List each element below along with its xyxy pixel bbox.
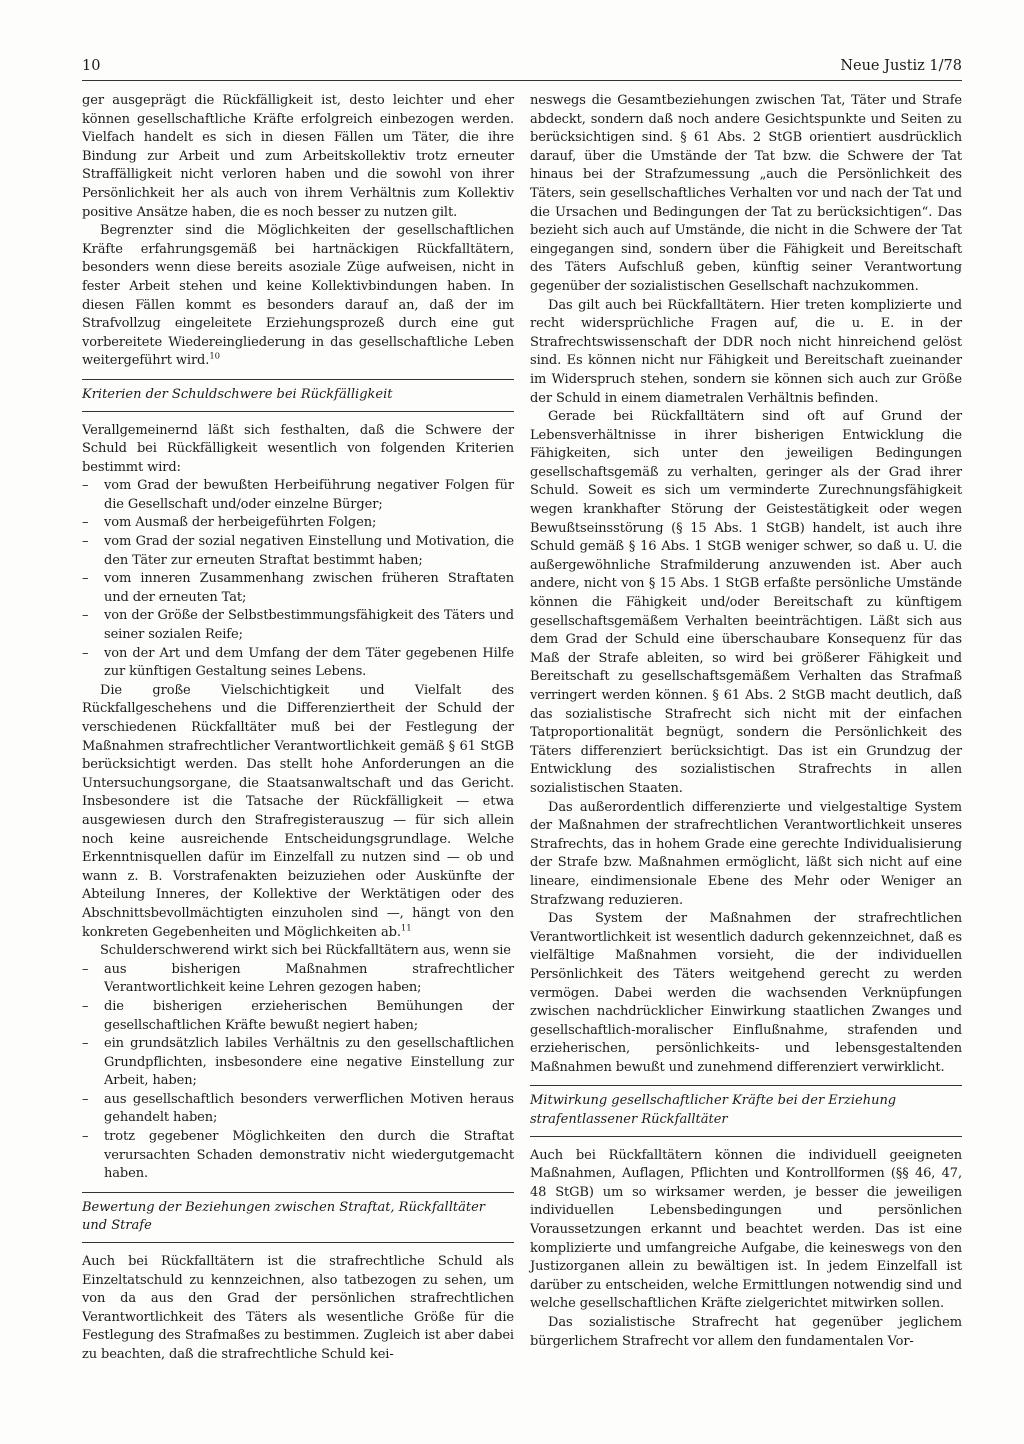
- paragraph: Das sozialistische Strafrecht hat gegenüber jeglichem bürgerlichem Strafrecht vor allem den fundamentalen Vor-: [530, 1315, 962, 1349]
- list-item: – vom Ausmaß der herbeigeführten Folgen;: [82, 514, 514, 533]
- section-heading: Kriterien der Schuldschwere bei Rückfälligkeit: [82, 386, 393, 402]
- list-item: – aus bisherigen Maßnahmen strafrechtlicher Verantwortlichkeit keine Lehren gezogen haben;: [82, 961, 514, 998]
- paragraph: Auch bei Rückfalltätern ist die strafrechtliche Schuld als Einzeltatschuld zu kennzeichnen, also tatbezogen zu sehen, um von da aus den Grad der persönlichen strafrechtlichen Verantwortlichkeit des Täters als wesentliche Größe für die Festlegung des Strafmaßes zu bestimmen. Zugleich ist aber dabei zu beachten, daß die strafrechtliche Schuld kei-: [82, 1254, 514, 1362]
- paragraph: [82, 682, 514, 942]
- paragraph: Gerade bei Rückfalltätern sind oft auf Grund der Lebensverhältnisse in ihrer bisherigen Entwicklung die Fähigkeiten, sich unter den jeweiligen Bedingungen gesellschaftsgemäß zu verhalten, geringer als der Grad ihrer Schuld. Soweit es sich um verminderte Zurechnungsfähigkeit wegen krankhafter Störung der Geistestätigkeit oder wegen Bewußtseinsstörung (§ 15 Abs. 1 StGB) handelt, ist auch ihre Schuld gemäß § 16 Abs. 1 StGB weniger schwer, so daß u. U. die außergewöhnliche Strafmilderung anzuwenden ist. Aber auch andere, nicht von § 15 Abs. 1 StGB erfaßte persönliche Umstände können die Fähigkeit und/oder Bereitschaft zu künftigem gesellschaftsgemäßem Verhalten beeinträchtigen. Läßt sich aus dem Grad der Schuld eine überschaubare Konsequenz für das Maß der Strafe ableiten, so wird bei größerer Fähigkeit und Bereitschaft zu gesellschaftsgemäßem Verhalten das Strafmaß verringert werden können. § 61 Abs. 2 StGB macht deutlich, daß das sozialistische Strafrecht sich nicht mit der einfachen Tatproportionalität begnügt, sondern die Persönlichkeit des Täters differenziert berücksichtigt. Das ist ein Grundzug der Entwicklung des sozialistischen Strafrechts in allen sozialistischen Staaten.: [530, 409, 962, 796]
- left-column: [82, 92, 514, 1365]
- footnote-ref: 11: [400, 923, 412, 934]
- list-item: – die bisherigen erzieherischen Bemühungen der gesellschaftlichen Kräfte bewußt negiert haben;: [82, 998, 514, 1035]
- paragraph-text: Die große Vielschichtigkeit und Vielfalt des Rückfallgeschehens und die Differenziertheit der Schuld der verschiedenen Rückfalltäter muß bei der Festlegung der Maßnahmen strafrechtlicher Verantwortlichkeit gemäß § 61 StGB berücksichtigt werden. Das stellt hohe Anforderungen an die Untersuchungsorgane, die Staatsanwaltschaft und das Gericht. Insbesondere ist die Tatsache der Rückfälligkeit — etwa ausgewiesen durch den Strafregisterauszug — für sich allein noch keine ausreichende Entscheidungsgrundlage. Welche Erkenntnisquellen dafür im Einzelfall zu nutzen sind — ob und wann z. B. Vorstrafenakten beizuziehen oder Auskünfte der Abteilung Inneres, der Kollektive der Werktätigen oder des Abschnittsbevollmächtigten einzuholen sind —, hängt von den konkreten Gegebenheiten und Möglichkeiten ab.: [82, 682, 514, 940]
- page-number: 10: [82, 58, 101, 74]
- section-heading: Bewertung der Beziehungen zwischen Straftat, Rückfalltäter und Strafe: [82, 1199, 485, 1234]
- paragraph: Das gilt auch bei Rückfalltätern. Hier treten komplizierte und recht widersprüchliche Fragen auf, die u. E. in der Strafrechtswissenschaft der DDR noch nicht hinreichend gelöst sind. Es können nicht nur Fähigkeit und Bereitschaft zueinander im Widerspruch stehen, sondern sie können sich auch zur Größe der Schuld in einem diametralen Verhältnis befinden.: [530, 297, 962, 406]
- right-column: [530, 92, 962, 1351]
- list-item: – vom Grad der sozial negativen Einstellung und Motivation, die den Täter zur erneuten Straftat bestimmt haben;: [82, 533, 514, 570]
- page-header: [82, 58, 962, 82]
- list-item: – vom inneren Zusammenhang zwischen früheren Straftaten und der erneuten Tat;: [82, 570, 514, 607]
- list-item: – vom Grad der bewußten Herbeiführung negativer Folgen für die Gesellschaft und/oder einzelne Bürger;: [82, 477, 514, 514]
- section-heading: Mitwirkung gesellschaftlicher Kräfte bei der Erziehung strafentlassener Rückfalltäter: [530, 1093, 897, 1128]
- paragraph: ger ausgeprägt die Rückfälligkeit ist, desto leichter und eher können gesellschaftliche Kräfte erfolgreich einbezogen werden. Vielfach handelt es sich in diesen Fällen um Täter, die ihre Bindung zur Arbeit und zum Arbeitskollektiv trotz erneuter Straffälligkeit nicht verloren haben und die sowohl von ihrer Persönlichkeit her als auch von ihrem Verhältnis zum Kollektiv positive Ansätze haben, die es noch besser zu nutzen gilt.: [82, 93, 514, 220]
- section-heading-block: [82, 1192, 514, 1243]
- paragraph: [82, 222, 514, 371]
- paragraph: Auch bei Rückfalltätern können die individuell geeigneten Maßnahmen, Auflagen, Pflichten und Kontrollformen (§§ 46, 47, 48 StGB) um so wirksamer werden, je besser die jeweiligen individuellen Lebensbedingungen und persönlichen Voraussetzungen erkannt und beachtet werden. Das ist eine komplizierte und umfangreiche Aufgabe, die keineswegs von den Justizorganen allein zu bewältigen ist. In jedem Einzelfall ist darüber zu entscheiden, welche Ermittlungen notwendig sind und welche gesellschaftlichen Kräfte zielgerichtet mitwirken sollen.: [530, 1147, 962, 1312]
- section-heading-block: [530, 1085, 962, 1136]
- list-item: – ein grundsätzlich labiles Verhältnis zu den gesellschaftlichen Grundpflichten, insbesondere eine negative Einstellung zur Arbeit, haben;: [82, 1035, 514, 1091]
- paragraph: Das außerordentlich differenzierte und vielgestaltige System der Maßnahmen der strafrechtlichen Verantwortlichkeit unseres Strafrechts, das in hohem Grade eine gerechte Individualisierung der Strafe bzw. Maßnahmen ermöglicht, läßt sich nicht auf eine lineare, eindimensionale Ebene des Mehr oder Weniger an Strafzwang reduzieren.: [530, 799, 962, 908]
- list-item: – trotz gegebener Möglichkeiten den durch die Straftat verursachten Schaden demonstrativ nicht wiedergutgemacht haben.: [82, 1128, 514, 1184]
- header-rule: [82, 80, 962, 81]
- paragraph: Verallgemeinernd läßt sich festhalten, daß die Schwere der Schuld bei Rückfälligkeit wesentlich von folgenden Kriterien bestimmt wird:: [82, 422, 514, 475]
- footnote-ref: 10: [209, 351, 220, 362]
- paragraph-text: Begrenzter sind die Möglichkeiten der gesellschaftlichen Kräfte erfahrungsgemäß bei hartnäckigen Rückfalltätern, besonders wenn diese bereits asoziale Züge aufweisen, nicht in fester Arbeit stehen und keine Kollektivbindungen haben. In diesen Fällen kommt es besonders darauf an, daß der im Strafvollzug eingeleitete Erziehungsprozeß durch eine gut vorbereitete Wiedereingliederung in das gesellschaftliche Leben weitergeführt wird.: [82, 223, 514, 369]
- section-heading-block: [82, 379, 514, 412]
- list-item: – aus gesellschaftlich besonders verwerflichen Motiven heraus gehandelt haben;: [82, 1091, 514, 1128]
- paragraph: Schulderschwerend wirkt sich bei Rückfalltätern aus, wenn sie: [100, 943, 511, 959]
- list-item: – von der Größe der Selbstbestimmungsfähigkeit des Täters und seiner sozialen Reife;: [82, 607, 514, 644]
- list-item: – von der Art und dem Umfang der dem Täter gegebenen Hilfe zur künftigen Gestaltung seines Lebens.: [82, 645, 514, 682]
- paragraph: Das System der Maßnahmen der strafrechtlichen Verantwortlichkeit ist wesentlich dadurch gekennzeichnet, daß es vielfältige Maßnahmen vorsieht, die der individuellen Persönlichkeit des Täters weitgehend gerecht zu werden vermögen. Dabei werden die wachsenden Verknüpfungen zwischen nachdrücklicher Einwirkung staatlichen Zwanges und gesellschaftlich-moralischer Einflußnahme, strafenden und erzieherischen, persönlichkeits- und lebensgestaltenden Maßnahmen bewußt und zunehmend differenziert verwirklicht.: [530, 911, 962, 1075]
- journal-issue: Neue Justiz 1/78: [840, 58, 962, 74]
- paragraph: neswegs die Gesamtbeziehungen zwischen Tat, Täter und Strafe abdeckt, sondern daß noch andere Gesichtspunkte und Seiten zu berücksichtigen sind. § 61 Abs. 2 StGB orientiert ausdrücklich darauf, über die Umstände der Tat bzw. die Schwere der Tat hinaus bei der Strafzumessung „auch die Persönlichkeit des Täters, sein gesellschaftliches Verhalten vor und nach der Tat und die Ursachen und Bedingungen der Tat zu berücksichtigen“. Das bezieht sich auch auf Umstände, die nicht in die Schwere der Tat eingegangen sind, sondern über die Fähigkeit und Bereitschaft des Täters Aufschluß geben, künftig seiner Verantwortung gegenüber der sozialistischen Gesellschaft nachzukommen.: [530, 93, 962, 294]
